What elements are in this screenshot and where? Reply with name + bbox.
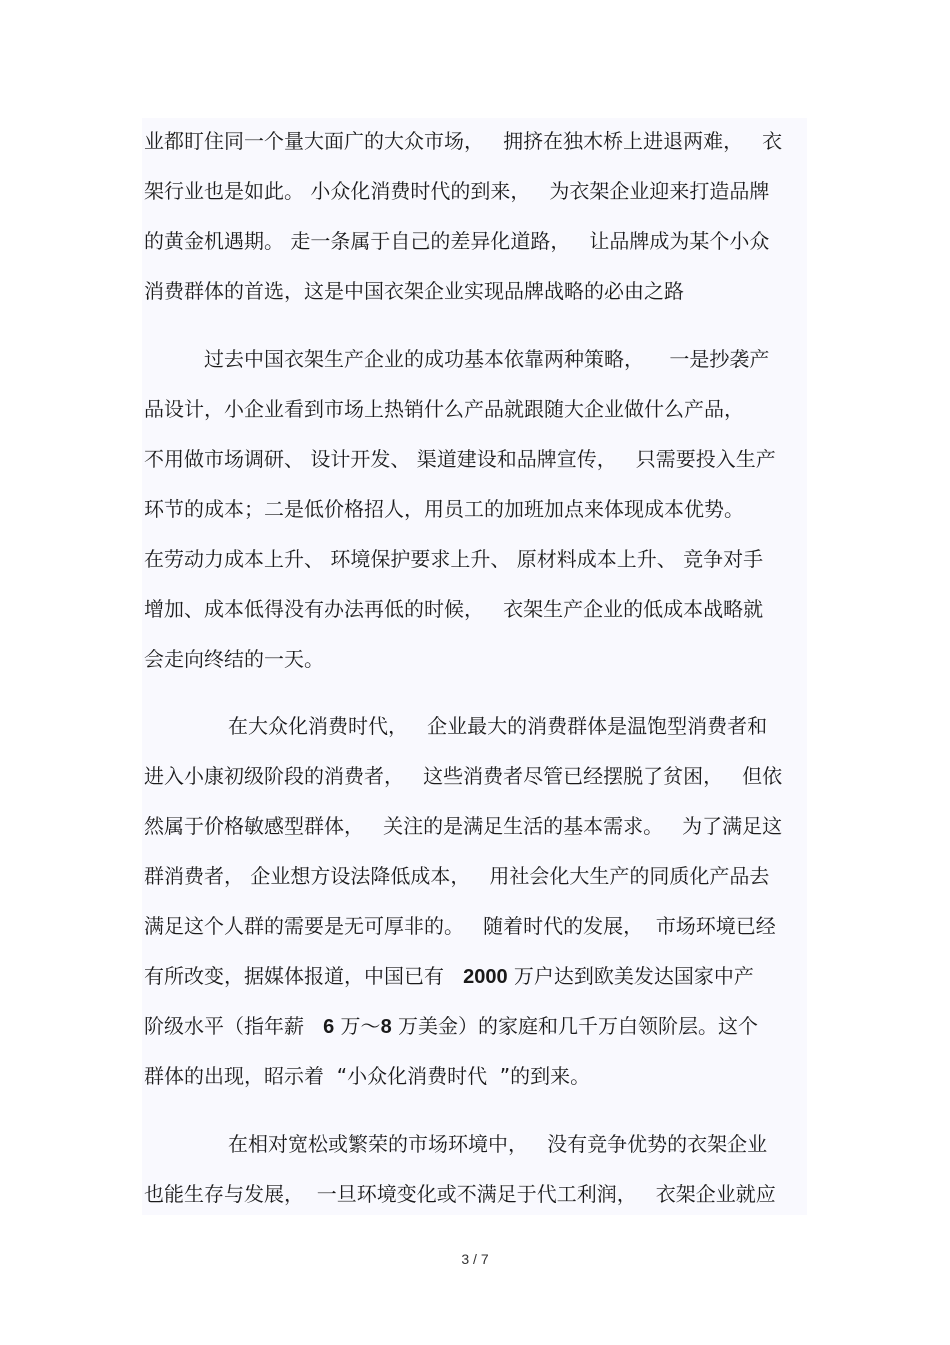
paragraph-1-line-2: 架行业也是如此。 小众化消费时代的到来， 为衣架企业迎来打造品牌 [144, 179, 770, 203]
paragraph-2-line-7: 会走向终结的一天。 [144, 647, 324, 671]
page-number: 3 / 7 [461, 1251, 489, 1267]
line-text: 万户达到欧美发达国家中产 [507, 964, 754, 988]
paragraph-3-line-2: 进入小康初级阶段的消费者， 这些消费者尽管已经摆脱了贫困， 但依 [144, 764, 783, 788]
paragraph-2-line-2: 品设计，小企业看到市场上热销什么产品就跟随大企业做什么产品， [144, 397, 744, 421]
line-text: 万～ [334, 1014, 381, 1038]
paragraph-1-line-4: 消费群体的首选，这是中国衣架企业实现品牌战略的必由之路 [144, 279, 684, 303]
paragraph-4-line-1: 在相对宽松或繁荣的市场环境中， 没有竞争优势的衣架企业 [228, 1132, 768, 1156]
line-text: 万美金）的家庭和几千万白领阶层。这个 [391, 1014, 759, 1038]
paragraph-2-line-5: 在劳动力成本上升、 环境保护要求上升、 原材料成本上升、 竞争对手 [144, 547, 764, 571]
paragraph-2-line-6: 增加、成本低得没有办法再低的时候， 衣架生产企业的低成本战略就 [144, 597, 764, 621]
salary-high: 8 [380, 1016, 392, 1038]
paragraph-3-line-3: 然属于价格敏感型群体， 关注的是满足生活的基本需求。 为了满足这 [144, 814, 783, 838]
paragraph-3-line-1: 在大众化消费时代， 企业最大的消费群体是温饱型消费者和 [228, 714, 768, 738]
paragraph-3-line-8: 群体的出现，昭示着 “小众化消费时代 ”的到来。 [144, 1064, 591, 1088]
line-text: 阶级水平（指年薪 [144, 1014, 324, 1038]
paragraph-1-line-3: 的黄金机遇期。 走一条属于自己的差异化道路， 让品牌成为某个小众 [144, 229, 770, 253]
paragraph-3-line-7 [144, 1013, 758, 1040]
salary-low: 6 [323, 1016, 335, 1038]
paragraph-1-line-1: 业都盯住同一个量大面广的大众市场， 拥挤在独木桥上进退两难， 衣 [144, 129, 783, 153]
paragraph-2-line-1: 过去中国衣架生产企业的成功基本依靠两种策略， 一是抄袭产 [204, 347, 770, 371]
paragraph-4-line-2: 也能生存与发展， 一旦环境变化或不满足于代工利润， 衣架企业就应 [144, 1182, 776, 1206]
line-text: 有所改变，据媒体报道，中国已有 [144, 964, 464, 988]
household-count: 2000 [463, 966, 508, 988]
paragraph-3-line-6 [144, 963, 754, 990]
paragraph-3-line-4: 群消费者， 企业想方设法降低成本， 用社会化大生产的同质化产品去 [144, 864, 770, 888]
paragraph-2-line-4: 环节的成本；二是低价格招人，用员工的加班加点来体现成本优势。 [144, 497, 744, 521]
paragraph-2-line-3: 不用做市场调研、 设计开发、 渠道建设和品牌宣传， 只需要投入生产 [144, 447, 776, 471]
paragraph-3-line-5: 满足这个人群的需要是无可厚非的。 随着时代的发展， 市场环境已经 [144, 914, 776, 938]
